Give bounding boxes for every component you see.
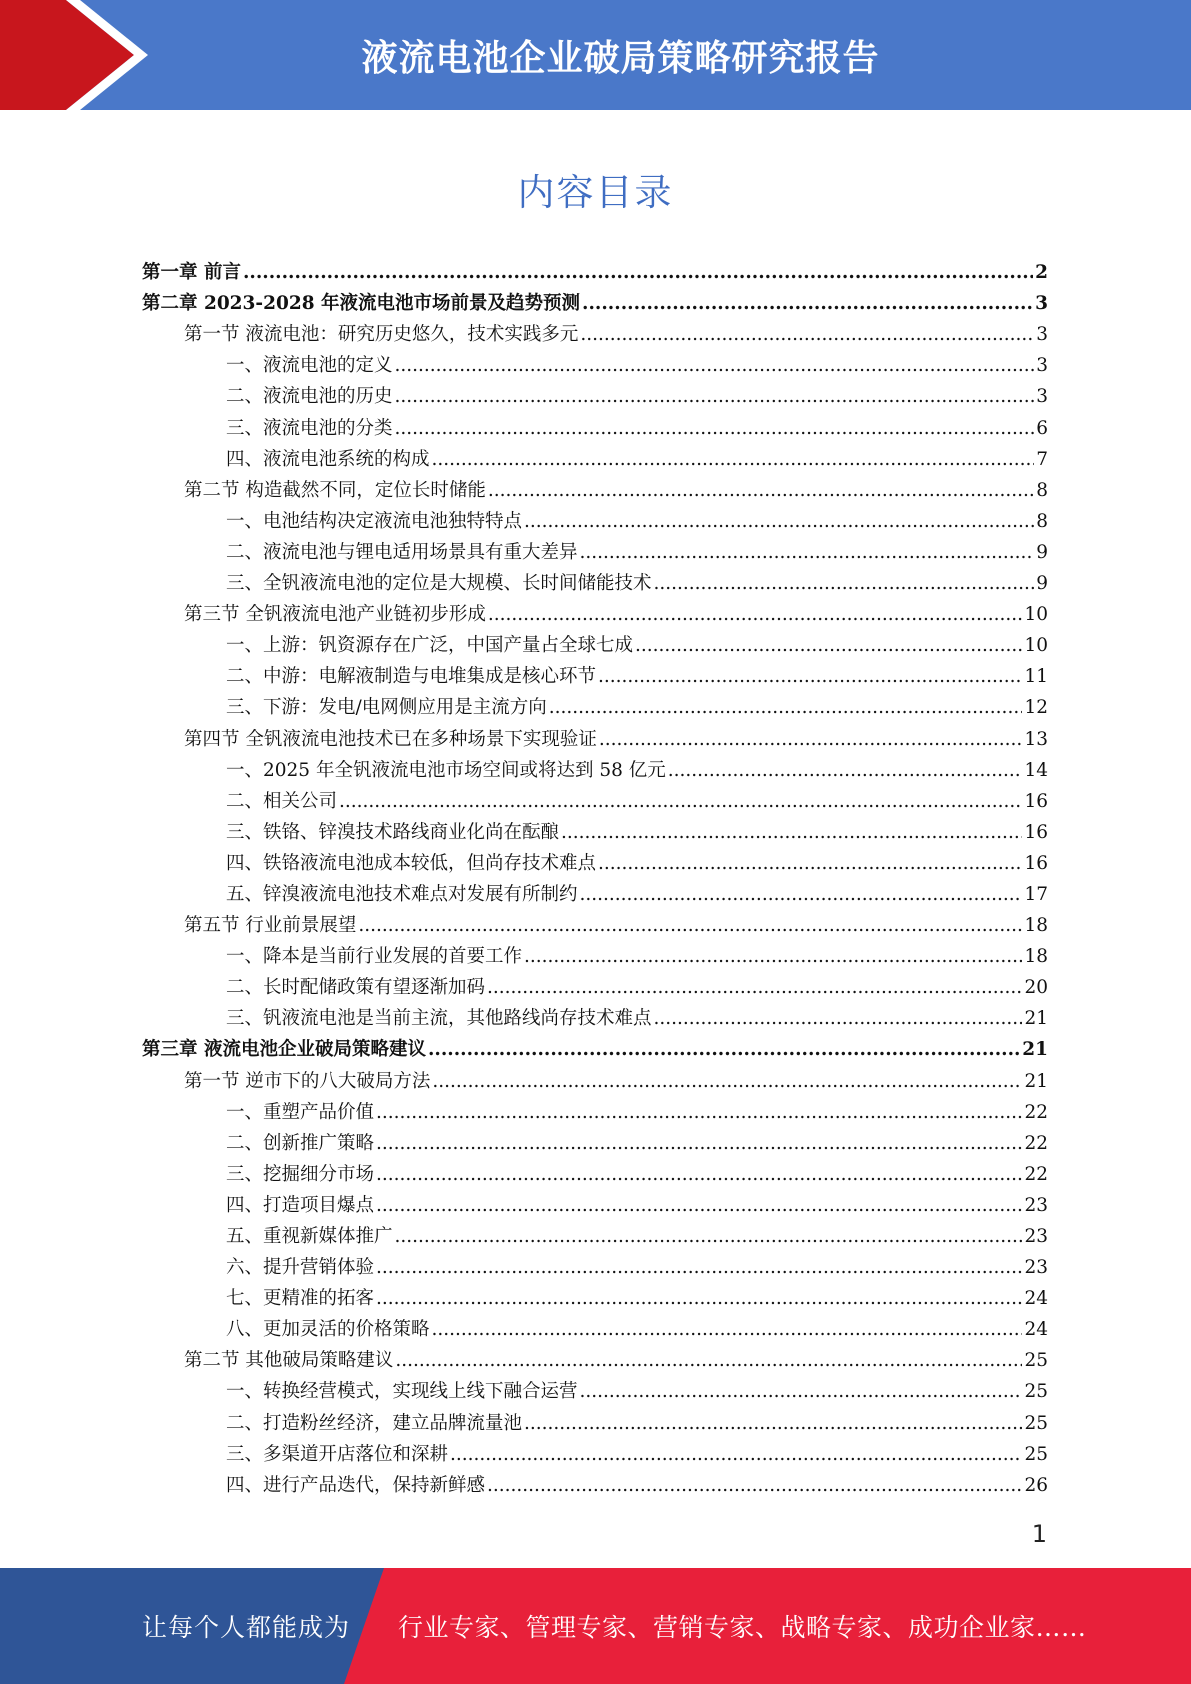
toc-entry-page: 9	[1036, 541, 1048, 563]
toc-entry-page: 18	[1024, 915, 1048, 937]
toc-dot-leader	[376, 1101, 1022, 1125]
toc-entry[interactable]	[142, 783, 1048, 814]
toc-entry[interactable]	[142, 1373, 1048, 1404]
toc-entry[interactable]	[142, 658, 1048, 689]
toc-entry-text: 五、重视新媒体推广	[226, 1226, 393, 1247]
toc-entry[interactable]	[142, 907, 1048, 938]
toc-entry-text: 第三节 全钒液流电池产业链初步形成	[184, 604, 486, 626]
toc-entry-text: 三、全钒液流电池的定位是大规模、长时间储能技术	[226, 573, 652, 595]
toc-entry-page: 22	[1024, 1101, 1048, 1123]
toc-entry-text: 五、锌溴液流电池技术难点对发展有所制约	[226, 883, 578, 905]
toc-entry-text: 四、打造项目爆点	[226, 1194, 375, 1216]
toc-entry-page: 25	[1024, 1381, 1048, 1403]
toc-entry[interactable]	[142, 1156, 1048, 1187]
toc-heading: 内容目录	[517, 171, 674, 214]
toc-entry-page: 16	[1024, 821, 1048, 843]
header-banner	[0, 0, 1191, 110]
toc-entry[interactable]	[142, 1467, 1048, 1498]
toc-dot-leader	[395, 1225, 1023, 1249]
toc-entry-page: 24	[1024, 1288, 1048, 1310]
toc-entry-text: 二、长时配储政策有望逐渐加码	[226, 977, 486, 999]
toc-entry-text: 四、液流电池系统的构成	[226, 448, 430, 470]
toc-entry[interactable]	[142, 689, 1048, 720]
toc-entry-page: 3	[1036, 324, 1048, 346]
toc-dot-leader	[580, 1380, 1023, 1404]
toc-dot-leader	[488, 603, 1023, 627]
toc-entry[interactable]	[142, 969, 1048, 1000]
toc-dot-leader	[654, 1007, 1023, 1031]
toc-entry[interactable]	[142, 503, 1048, 534]
toc-entry-page: 22	[1024, 1132, 1048, 1154]
toc-entry-text: 二、相关公司	[226, 790, 338, 812]
toc-entry-page: 10	[1024, 635, 1048, 657]
toc-dot-leader	[580, 541, 1035, 565]
toc-entry-page: 16	[1024, 852, 1048, 874]
toc-entry[interactable]	[142, 1094, 1048, 1125]
footer-banner	[0, 1568, 1191, 1684]
toc-entry-page: 23	[1024, 1257, 1048, 1279]
toc-entry-text: 第一节 逆市下的八大破局方法	[184, 1070, 431, 1092]
toc-dot-leader	[432, 448, 1035, 472]
toc-entry[interactable]	[142, 1062, 1048, 1093]
toc-dot-leader	[395, 385, 1035, 409]
toc-entry[interactable]	[142, 472, 1048, 503]
toc-entry-page: 10	[1024, 604, 1048, 626]
toc-dot-leader	[599, 728, 1023, 752]
toc-entry[interactable]	[142, 1280, 1048, 1311]
toc-entry[interactable]	[142, 347, 1048, 378]
toc-entry-page: 17	[1024, 883, 1048, 905]
toc-dot-leader	[487, 1474, 1022, 1498]
toc-entry[interactable]	[142, 1249, 1048, 1280]
toc-entry-page: 21	[1024, 1070, 1048, 1092]
toc-entry-text: 一、上游：钒资源存在广泛，中国产量占全球七成	[226, 635, 634, 657]
toc-dot-leader	[376, 1256, 1022, 1280]
toc-entry-text: 二、液流电池与锂电适用场景具有重大差异	[226, 541, 578, 563]
toc-entry-text: 第四节 全钒液流电池技术已在多种场景下实现验证	[184, 728, 597, 750]
toc-dot-leader	[376, 1287, 1022, 1311]
toc-entry-text: 一、电池结构决定液流电池独特特点	[226, 510, 523, 532]
toc-dot-leader	[450, 1443, 1022, 1467]
toc-dot-leader	[524, 945, 1022, 969]
toc-dot-leader	[549, 696, 1023, 720]
toc-entry[interactable]	[142, 845, 1048, 876]
toc-dot-leader	[598, 852, 1022, 876]
toc-dot-leader	[395, 1349, 1022, 1373]
toc-entry[interactable]	[142, 752, 1048, 783]
toc-entry-page: 2	[1035, 262, 1048, 284]
toc-dot-leader	[524, 1412, 1022, 1436]
toc-entry[interactable]	[142, 1125, 1048, 1156]
toc-entry-text: 四、铁铬液流电池成本较低，但尚存技术难点	[226, 852, 597, 874]
toc-dot-leader	[598, 665, 1022, 689]
toc-entry[interactable]	[142, 285, 1048, 316]
toc-entry-page: 6	[1036, 417, 1048, 439]
toc-entry[interactable]	[142, 596, 1048, 627]
toc-entry-page: 25	[1024, 1350, 1048, 1372]
toc-entry[interactable]	[142, 378, 1048, 409]
toc-entry-text: 一、液流电池的定义	[226, 355, 393, 377]
toc-dot-leader	[654, 572, 1035, 596]
footer-slogan-right: 行业专家、管理专家、营销专家、战略专家、成功企业家……	[398, 1613, 1087, 1642]
toc-dot-leader	[395, 354, 1035, 378]
toc-entry-text: 二、液流电池的历史	[226, 386, 393, 408]
toc-entry-page: 13	[1024, 728, 1048, 750]
toc-entry[interactable]	[142, 1342, 1048, 1373]
toc-dot-leader	[376, 1132, 1022, 1156]
toc-dot-leader	[376, 1163, 1022, 1187]
toc-entry-page: 11	[1024, 666, 1048, 688]
toc-entry-text: 第五节 行业前景展望	[184, 915, 357, 937]
toc-entry-text: 三、挖掘细分市场	[226, 1163, 375, 1185]
toc-dot-leader	[635, 634, 1022, 658]
toc-entry[interactable]	[142, 441, 1048, 472]
toc-entry-page: 20	[1024, 977, 1048, 999]
toc-entry-text: 八、更加灵活的价格策略	[226, 1319, 430, 1341]
toc-dot-leader	[580, 323, 1034, 347]
toc-entry-page: 23	[1024, 1194, 1048, 1216]
toc-entry-page: 21	[1022, 1039, 1048, 1061]
toc-entry-page: 3	[1035, 293, 1048, 315]
toc-entry-page: 25	[1024, 1412, 1048, 1434]
toc-entry-text: 第二章 2023-2028 年液流电池市场前景及趋势预测	[142, 293, 581, 315]
toc-entry-page: 22	[1024, 1163, 1048, 1185]
toc-entry-page: 23	[1024, 1226, 1048, 1247]
toc-entry[interactable]	[142, 1311, 1048, 1342]
toc-entry-text: 第一章 前言	[142, 262, 241, 284]
toc-entry[interactable]	[142, 1404, 1048, 1435]
toc-dot-leader	[243, 261, 1033, 285]
toc-entry-text: 第三章 液流电池企业破局策略建议	[142, 1039, 426, 1061]
toc-entry-page: 3	[1036, 386, 1048, 408]
toc-entry-text: 六、提升营销体验	[226, 1257, 375, 1279]
toc-dot-leader	[428, 1038, 1020, 1062]
toc-entry-text: 第一节 液流电池：研究历史悠久，技术实践多元	[184, 324, 579, 346]
toc-entry-text: 三、下游：发电/电网侧应用是主流方向	[226, 697, 547, 719]
toc-entry-text: 一、降本是当前行业发展的首要工作	[226, 946, 523, 968]
toc-entry-page: 9	[1036, 573, 1048, 595]
toc-entry[interactable]	[142, 1218, 1048, 1249]
toc-entry[interactable]	[142, 1436, 1048, 1467]
toc-dot-leader	[376, 1194, 1022, 1218]
footer-slogan-left: 让每个人都能成为	[142, 1613, 351, 1642]
toc-dot-leader	[488, 479, 1034, 503]
toc-entry[interactable]	[142, 720, 1048, 751]
toc-entry-page: 24	[1024, 1319, 1048, 1341]
toc-entry-page: 8	[1036, 510, 1048, 532]
toc-entry-text: 二、中游：电解液制造与电堆集成是核心环节	[226, 666, 597, 688]
toc-entry[interactable]	[142, 876, 1048, 907]
toc-entry[interactable]	[142, 1031, 1048, 1062]
toc-entry-text: 三、液流电池的分类	[226, 417, 393, 439]
toc-entry[interactable]	[142, 316, 1048, 347]
toc-entry[interactable]	[142, 627, 1048, 658]
toc-entry-text: 一、2025 年全钒液流电池市场空间或将达到 58 亿元	[226, 759, 666, 781]
toc-dot-leader	[524, 510, 1034, 534]
toc-entry-page: 16	[1024, 790, 1048, 812]
toc-entry-text: 七、更精准的拓客	[226, 1288, 375, 1310]
toc-entry-page: 26	[1024, 1474, 1048, 1496]
toc-entry-text: 二、打造粉丝经济，建立品牌流量池	[226, 1412, 523, 1434]
toc-entry-page: 21	[1024, 1008, 1048, 1030]
toc-entry[interactable]	[142, 254, 1048, 285]
toc-dot-leader	[395, 417, 1035, 441]
red-chevron-icon	[0, 0, 160, 110]
toc-dot-leader	[561, 821, 1022, 845]
toc-entry-text: 三、钒液流电池是当前主流，其他路线尚存技术难点	[226, 1008, 652, 1030]
page-number: 1	[1031, 1520, 1047, 1548]
toc-entry[interactable]	[142, 1000, 1048, 1031]
toc-entry-page: 8	[1036, 479, 1048, 501]
toc-entry-text: 一、重塑产品价值	[226, 1101, 375, 1123]
toc-dot-leader	[668, 759, 1023, 783]
report-title: 液流电池企业破局策略研究报告	[361, 37, 880, 79]
toc-entry-page: 7	[1036, 448, 1048, 470]
toc-entry-text: 三、多渠道开店落位和深耕	[226, 1443, 449, 1465]
toc-entry[interactable]	[142, 814, 1048, 845]
toc-dot-leader	[432, 1318, 1023, 1342]
toc-dot-leader	[358, 914, 1022, 938]
toc-dot-leader	[487, 976, 1022, 1000]
table-of-contents	[142, 254, 1048, 1498]
toc-entry-page: 12	[1024, 697, 1048, 719]
toc-dot-leader	[432, 1070, 1022, 1094]
toc-entry-page: 3	[1036, 355, 1048, 377]
toc-entry-text: 第二节 构造截然不同，定位长时储能	[184, 479, 486, 501]
toc-dot-leader	[339, 790, 1022, 814]
toc-entry-text: 第二节 其他破局策略建议	[184, 1350, 394, 1372]
toc-entry[interactable]	[142, 1187, 1048, 1218]
toc-entry-text: 二、创新推广策略	[226, 1132, 375, 1154]
toc-entry-text: 四、进行产品迭代，保持新鲜感	[226, 1474, 486, 1496]
toc-entry-text: 一、转换经营模式，实现线上线下融合运营	[226, 1381, 578, 1403]
toc-entry[interactable]	[142, 938, 1048, 969]
toc-entry-page: 18	[1024, 946, 1048, 968]
toc-entry-text: 三、铁铬、锌溴技术路线商业化尚在酝酿	[226, 821, 560, 843]
toc-entry[interactable]	[142, 409, 1048, 440]
toc-entry[interactable]	[142, 565, 1048, 596]
toc-dot-leader	[582, 292, 1033, 316]
toc-entry[interactable]	[142, 534, 1048, 565]
toc-dot-leader	[580, 883, 1023, 907]
toc-entry-page: 25	[1024, 1443, 1048, 1465]
toc-entry-page: 14	[1024, 759, 1048, 781]
